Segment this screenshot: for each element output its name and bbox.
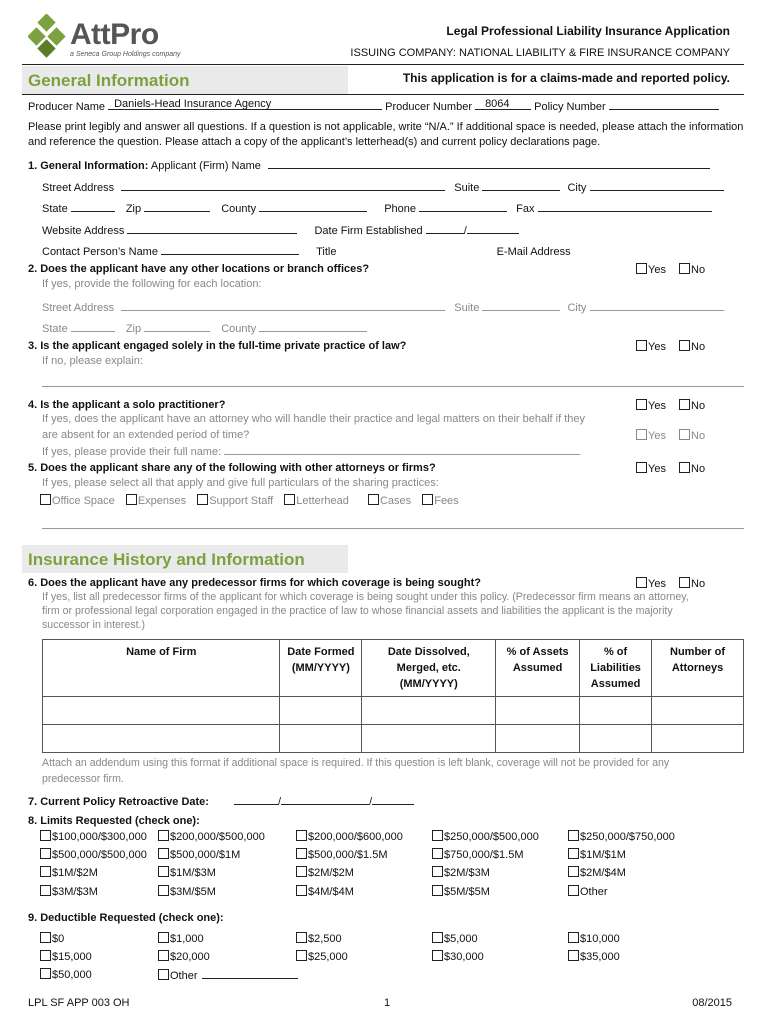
- q7-month-field[interactable]: [234, 794, 278, 805]
- fax-label: Fax: [516, 203, 535, 215]
- limit-checkbox[interactable]: [432, 866, 443, 877]
- q2-no-checkbox[interactable]: [679, 263, 690, 274]
- suite-field[interactable]: [482, 180, 560, 191]
- q4-yes-no: [636, 399, 705, 412]
- limit-checkbox[interactable]: [158, 848, 169, 859]
- col-liabilities-assumed: % of Liabilities Assumed: [580, 640, 652, 697]
- policy-number-label: Policy Number: [534, 101, 606, 113]
- q4-no-checkbox[interactable]: [679, 399, 690, 410]
- q6-no-checkbox[interactable]: [679, 577, 690, 588]
- footer-form-id: LPL SF APP 003 OH: [28, 997, 130, 1009]
- q2-no-label: No: [691, 264, 706, 276]
- producer-name-value: Daniels-Head Insurance Agency: [114, 98, 272, 110]
- q6-yes-no: [636, 577, 705, 590]
- q2-label: 2. Does the applicant have any other locations or branch offices?: [28, 263, 370, 275]
- limit-option-label: $750,000/$1.5M: [444, 849, 524, 861]
- table-cell[interactable]: [280, 725, 362, 753]
- q1-row-state: [42, 201, 712, 215]
- fax-field[interactable]: [538, 201, 712, 212]
- q2-zip-label: Zip: [125, 323, 142, 335]
- q5-office-space-checkbox[interactable]: [40, 494, 51, 505]
- table-cell[interactable]: [496, 697, 580, 725]
- q3-yes-label: Yes: [648, 341, 666, 353]
- table-cell[interactable]: [43, 697, 280, 725]
- limit-option-label: $3M/$3M: [52, 886, 98, 898]
- table-cell[interactable]: [362, 697, 496, 725]
- limit-checkbox[interactable]: [568, 885, 579, 896]
- table-cell[interactable]: [362, 725, 496, 753]
- contact-field[interactable]: [161, 244, 299, 255]
- issuing-company: ISSUING COMPANY: NATIONAL LIABILITY & FIRE INSURANCE COMPANY: [350, 47, 730, 59]
- deductible-other-field[interactable]: [202, 968, 298, 979]
- q5-yes-label: Yes: [648, 463, 666, 475]
- q3-yes-no: [636, 340, 705, 353]
- col-date-dissolved: Date Dissolved, Merged, etc. (MM/YYYY): [362, 640, 496, 697]
- county-label: County: [221, 203, 257, 215]
- q4-sub1: If yes, does the applicant have an attorney who will handle their practice and legal matters on their behalf if they: [42, 413, 585, 425]
- deductible-option-label: $2,500: [308, 933, 342, 945]
- q7-label: 7. Current Policy Retroactive Date:: [28, 796, 209, 808]
- q5-office-space-label: Office Space: [52, 495, 115, 507]
- limit-option-label: $500,000/$1M: [170, 849, 241, 861]
- q7-row: 7. Current Policy Retroactive Date: / /: [28, 794, 414, 808]
- q7-year-field[interactable]: [372, 794, 414, 805]
- section-insurance-history: Insurance History and Information: [22, 545, 348, 573]
- limit-option-label: Other: [580, 886, 608, 898]
- deductible-option-label: $1,000: [170, 933, 204, 945]
- policy-number-field[interactable]: [609, 99, 719, 110]
- county-field[interactable]: [259, 201, 367, 212]
- limit-checkbox[interactable]: [296, 866, 307, 877]
- state-field[interactable]: [71, 201, 115, 212]
- deductible-checkbox[interactable]: [432, 950, 443, 961]
- predecessor-firms-table: [42, 639, 744, 753]
- q1-row-contact: [42, 244, 571, 258]
- limit-checkbox[interactable]: [158, 830, 169, 841]
- limit-option-label: $250,000/$750,000: [580, 831, 675, 843]
- deductible-checkbox[interactable]: [158, 950, 169, 961]
- street-label: Street Address: [42, 182, 115, 194]
- q1-row-website: Website Address Date Firm Established /: [42, 223, 519, 237]
- limit-checkbox[interactable]: [568, 848, 579, 859]
- producer-row: [28, 99, 719, 113]
- q6-yes-label: Yes: [648, 578, 666, 590]
- q5-no-checkbox[interactable]: [679, 462, 690, 473]
- email-label: E-Mail Address: [496, 246, 571, 258]
- deductible-option-label: Other: [170, 970, 198, 982]
- q4-sub-yes-no: [636, 429, 705, 442]
- q3-yes-checkbox[interactable]: [636, 340, 647, 351]
- q1-row-street: [42, 180, 724, 194]
- producer-number-label: Producer Number: [385, 101, 472, 113]
- footer-page-number: 1: [384, 997, 391, 1009]
- q5-cases-checkbox[interactable]: [368, 494, 379, 505]
- q2-yes-checkbox[interactable]: [636, 263, 647, 274]
- limit-checkbox[interactable]: [568, 830, 579, 841]
- q4b-no-checkbox[interactable]: [679, 429, 690, 440]
- q5-support-staff-checkbox[interactable]: [197, 494, 208, 505]
- q4-yes-checkbox[interactable]: [636, 399, 647, 410]
- limit-checkbox[interactable]: [40, 885, 51, 896]
- q6-sub3: successor in interest.): [42, 619, 146, 631]
- limit-checkbox[interactable]: [40, 848, 51, 859]
- q4-name-field[interactable]: [224, 444, 580, 455]
- deductible-checkbox[interactable]: [40, 950, 51, 961]
- table-header-row: [43, 640, 744, 697]
- date-established-month[interactable]: [426, 223, 464, 234]
- q2-zip-field[interactable]: [144, 321, 210, 332]
- deductible-checkbox[interactable]: [40, 968, 51, 979]
- q5-sub: If yes, please select all that apply and give full particulars of the sharing practices:: [42, 477, 439, 489]
- limit-checkbox[interactable]: [432, 848, 443, 859]
- q6-label: 6. Does the applicant have any predecessor firms for which coverage is being sought?: [28, 577, 481, 589]
- zip-field[interactable]: [144, 201, 210, 212]
- limit-checkbox[interactable]: [296, 830, 307, 841]
- contact-label: Contact Person’s Name: [42, 246, 158, 258]
- deductible-option-label: $5,000: [444, 933, 478, 945]
- deductible-option-label: $50,000: [52, 969, 92, 981]
- zip-label: Zip: [125, 203, 142, 215]
- city-field[interactable]: [590, 180, 724, 191]
- q4-yes-label: Yes: [648, 400, 666, 412]
- q5-letterhead-checkbox[interactable]: [284, 494, 295, 505]
- form-title: Legal Professional Liability Insurance Application: [446, 24, 730, 38]
- q5-fees-label: Fees: [434, 495, 459, 507]
- limit-option-label: $1M/$3M: [170, 867, 216, 879]
- phone-label: Phone: [384, 203, 417, 215]
- limit-option-label: $5M/$5M: [444, 886, 490, 898]
- limit-checkbox[interactable]: [296, 848, 307, 859]
- q4b-yes-label: Yes: [648, 430, 666, 442]
- q6-sub1: If yes, list all predecessor firms of the applicant for which coverage is being sought under this policy. (Predecessor firm means an attorney,: [42, 591, 689, 603]
- q2-county-label: County: [221, 323, 257, 335]
- q2-city-field[interactable]: [590, 300, 724, 311]
- deductible-option-label: $30,000: [444, 951, 484, 963]
- attpro-logo-icon: [28, 14, 70, 58]
- limit-option-label: $500,000/$1.5M: [308, 849, 388, 861]
- limit-option-label: $1M/$2M: [52, 867, 98, 879]
- deductible-option-label: $35,000: [580, 951, 620, 963]
- limit-option-label: $200,000/$500,000: [170, 831, 265, 843]
- table-cell[interactable]: [280, 697, 362, 725]
- city-label: City: [567, 182, 587, 194]
- table-cell[interactable]: [43, 725, 280, 753]
- limit-checkbox[interactable]: [568, 866, 579, 877]
- q4b-yes-checkbox[interactable]: [636, 429, 647, 440]
- table-cell[interactable]: [652, 697, 744, 725]
- q6-addendum2: predecessor firm.: [42, 773, 124, 785]
- q5-support-staff-label: Support Staff: [209, 495, 274, 507]
- q5-letterhead-label: Letterhead: [296, 495, 349, 507]
- q2-state-label: State: [42, 323, 68, 335]
- q2-street-field[interactable]: [121, 300, 445, 311]
- deductible-option-label: $20,000: [170, 951, 210, 963]
- q4-label: 4. Is the applicant a solo practitioner?: [28, 399, 226, 411]
- q6-yes-checkbox[interactable]: [636, 577, 647, 588]
- q3-explain-line[interactable]: [42, 386, 744, 387]
- phone-field[interactable]: [419, 201, 507, 212]
- limit-option-label: $2M/$4M: [580, 867, 626, 879]
- q5-fees-checkbox[interactable]: [422, 494, 433, 505]
- limit-checkbox[interactable]: [296, 885, 307, 896]
- deductible-checkbox[interactable]: [158, 932, 169, 943]
- q8-options: [40, 830, 740, 910]
- limit-option-label: $4M/$4M: [308, 886, 354, 898]
- state-label: State: [42, 203, 68, 215]
- q5-no-label: No: [691, 463, 706, 475]
- logo-tagline: a Seneca Group Holdings company: [70, 51, 181, 58]
- q3-label: 3. Is the applicant engaged solely in the full-time private practice of law?: [28, 340, 407, 352]
- producer-name-label: Producer Name: [28, 101, 106, 113]
- q4-sub3: If yes, please provide their full name:: [42, 446, 222, 458]
- limit-option-label: $3M/$5M: [170, 886, 216, 898]
- deductible-checkbox[interactable]: [158, 969, 169, 980]
- q5-yes-no: [636, 462, 705, 475]
- limit-option-label: $500,000/$500,000: [52, 849, 147, 861]
- date-established-label: Date Firm Established: [314, 225, 423, 237]
- limit-option-label: $2M/$3M: [444, 867, 490, 879]
- q2-suite-field[interactable]: [482, 300, 560, 311]
- q3-no-checkbox[interactable]: [679, 340, 690, 351]
- q2-yes-no: [636, 263, 705, 276]
- q9-options: [40, 932, 740, 988]
- col-assets-assumed: % of Assets Assumed: [496, 640, 580, 697]
- deductible-option-label: $25,000: [308, 951, 348, 963]
- applicant-name-field[interactable]: [268, 158, 710, 169]
- claims-made-note: This application is for a claims-made and reported policy.: [402, 71, 730, 85]
- suite-label: Suite: [454, 182, 480, 194]
- col-number-of-attorneys: Number of Attorneys: [652, 640, 744, 697]
- deductible-checkbox[interactable]: [40, 932, 51, 943]
- q1-label: 1. General Information:: [28, 160, 149, 172]
- q4b-no-label: No: [691, 430, 706, 442]
- q2-county-field[interactable]: [259, 321, 367, 332]
- website-label: Website Address: [42, 225, 125, 237]
- date-established-year[interactable]: [467, 223, 519, 234]
- deductible-option-label: $0: [52, 933, 65, 945]
- table-row: [43, 697, 744, 725]
- q7-day-field[interactable]: [281, 794, 369, 805]
- producer-number-value: 8064: [485, 98, 510, 110]
- deductible-checkbox[interactable]: [568, 950, 579, 961]
- deductible-checkbox[interactable]: [432, 932, 443, 943]
- producer-name-field[interactable]: [108, 99, 382, 110]
- section-general-information: General Information: [22, 66, 348, 94]
- q5-label: 5. Does the applicant share any of the following with other attorneys or firms?: [28, 462, 436, 474]
- q2-street-label: Street Address: [42, 302, 115, 314]
- q6-addendum1: Attach an addendum using this format if additional space is required. If this question is left blank, coverage will not be provided for any: [42, 757, 670, 769]
- table-cell[interactable]: [496, 725, 580, 753]
- q5-cases-label: Cases: [379, 495, 412, 507]
- producer-number-field[interactable]: [475, 99, 531, 110]
- q5-yes-checkbox[interactable]: [636, 462, 647, 473]
- q2-city-label: City: [567, 302, 587, 314]
- limit-checkbox[interactable]: [432, 830, 443, 841]
- table-row: [43, 725, 744, 753]
- limit-checkbox[interactable]: [40, 866, 51, 877]
- instructions: Please print legibly and answer all questions. If a question is not applicable, write “N/A.” If additional space is needed, please attach the information and reference the question. Please attach a copy of the applicant’s letterhead(s) and current policy declarations page.: [28, 121, 744, 148]
- q2-row-state: [42, 321, 367, 335]
- deductible-option-label: $10,000: [580, 933, 620, 945]
- q1-row-applicant: [28, 158, 710, 172]
- title-label: Title: [316, 246, 337, 258]
- q5-particulars-line[interactable]: [42, 528, 744, 529]
- limit-checkbox[interactable]: [432, 885, 443, 896]
- applicant-name-label: Applicant (Firm) Name: [150, 160, 261, 172]
- q2-sub: If yes, provide the following for each location:: [42, 278, 262, 290]
- q2-yes-label: Yes: [648, 264, 666, 276]
- deductible-checkbox[interactable]: [296, 950, 307, 961]
- deductible-option-label: $15,000: [52, 951, 92, 963]
- q5-options: [40, 494, 459, 507]
- deductible-checkbox[interactable]: [296, 932, 307, 943]
- logo-name: AttPro: [70, 18, 159, 51]
- limit-checkbox[interactable]: [40, 830, 51, 841]
- q6-sub2: firm or professional legal corporation engaged in the practice of law to whose financial assets and liabilities the applicant is the majority: [42, 605, 673, 617]
- limit-option-label: $200,000/$600,000: [308, 831, 403, 843]
- limit-checkbox[interactable]: [158, 885, 169, 896]
- limit-option-label: $1M/$1M: [580, 849, 626, 861]
- limit-checkbox[interactable]: [158, 866, 169, 877]
- q5-expenses-checkbox[interactable]: [126, 494, 137, 505]
- street-field[interactable]: [121, 180, 445, 191]
- q6-no-label: No: [691, 578, 706, 590]
- limit-option-label: $2M/$2M: [308, 867, 354, 879]
- col-name-of-firm: Name of Firm: [43, 640, 280, 697]
- q3-sub: If no, please explain:: [42, 355, 143, 367]
- q4-sub2: are absent for an extended period of time?: [42, 429, 250, 441]
- col-date-formed: Date Formed (MM/YYYY): [280, 640, 362, 697]
- q4-row-name: [42, 444, 580, 458]
- table-cell[interactable]: [580, 725, 652, 753]
- limit-option-label: $100,000/$300,000: [52, 831, 147, 843]
- website-field[interactable]: [127, 223, 297, 234]
- q5-expenses-label: Expenses: [137, 495, 187, 507]
- q4-no-label: No: [691, 400, 706, 412]
- table-cell[interactable]: [652, 725, 744, 753]
- deductible-checkbox[interactable]: [568, 932, 579, 943]
- q3-no-label: No: [691, 341, 706, 353]
- footer-date: 08/2015: [692, 997, 732, 1009]
- q2-suite-label: Suite: [454, 302, 480, 314]
- q2-row-street: [42, 300, 724, 314]
- table-cell[interactable]: [580, 697, 652, 725]
- q2-state-field[interactable]: [71, 321, 115, 332]
- q9-label: 9. Deductible Requested (check one):: [28, 912, 224, 924]
- q8-label: 8. Limits Requested (check one):: [28, 815, 200, 827]
- limit-option-label: $250,000/$500,000: [444, 831, 539, 843]
